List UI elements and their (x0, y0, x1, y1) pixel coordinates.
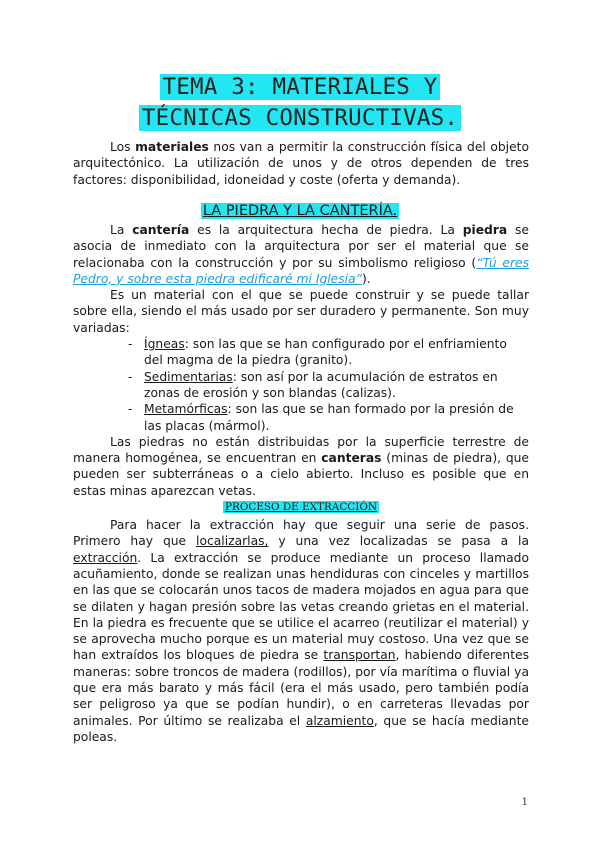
term-materiales: materiales (135, 140, 209, 154)
intro-paragraph: Los materiales nos van a permitir la construcción física del objeto arquitectónico. La utilización de unos y de otros dependen de tres factores: disponibilidad, idoneidad y coste (oferta y demanda). (73, 140, 529, 187)
title-line-1: TEMA 3: MATERIALES Y (160, 74, 441, 100)
section-heading-piedra: LA PIEDRA Y LA CANTERÍA. (202, 203, 398, 219)
quote-link[interactable]: “Tú eres Pedro, y sobre esta piedra edificaré mi Iglesia” (73, 255, 529, 286)
paragraph-material: Es un material con el que se puede construir y se puede tallar sobre ella, siendo el más usado por ser duradero y permanente. Son muy variadas: (73, 288, 529, 335)
page-number: 1 (521, 797, 528, 808)
section-heading-extraccion: PROCESO DE EXTRACCIÓN (225, 501, 377, 514)
list-item: - Sedimentarias: son así por la acumulación de estratos en zonas de erosión y son blandas (calizas). (128, 369, 498, 400)
list-item: - Ígneas: son las que se han configurado por el enfriamiento del magma de la piedra (granito). (128, 337, 507, 368)
document-title (0, 72, 600, 134)
list-item: - Metamórficas: son las que se han formado por la presión de las placas (mármol). (128, 402, 514, 433)
paragraph-extraccion: Para hacer la extracción hay que seguir una serie de pasos. Primero hay que localizarlas, y una vez localizadas se pasa a la extracción. La extracción se produce mediante un proceso llamado acuñamiento, donde se realizan unas hendiduras con cinceles y martillos en las que se colocarán unos tacos de madera mojados en agua para que se dilaten y hagan presión sobre las vetas creando grietas en el material. En la piedra es frecuente que se utilice el acarreo (reutilizar el material) y se aprovecha mucho porque es un material muy costoso. Una vez que se han extraídos los bloques de piedra se transportan, habiendo diferentes maneras: sobre troncos de madera (rodillos), por vía marítima o fluvial ya que era más barato y más fácil (era el más usado, pero también podía ser peligroso ya que se podían hundir), o en carreteras llevadas por animales. Por último se realizaba el alzamiento, que se hacía mediante poleas. (73, 518, 529, 744)
section-piedra-body (73, 222, 529, 745)
title-line-2: TÉCNICAS CONSTRUCTIVAS. (139, 105, 461, 131)
paragraph-canteras: Las piedras no están distribuidas por la superficie terrestre de manera homogénea, se encuentran en canteras (minas de piedra), que pueden ser subterráneas o a cielo abierto. Incluso es posible que en estas minas aparezcan vetas. (73, 434, 530, 498)
paragraph-canteria: La cantería es la arquitectura hecha de piedra. La piedra se asocia de inmediato con la arquitectura por ser el material que se relacionaba con la construcción y por su simbolismo religioso (“Tú eres Pedro, y sobre esta piedra edificaré mi Iglesia”). (73, 223, 529, 286)
rock-types-list (73, 336, 529, 434)
